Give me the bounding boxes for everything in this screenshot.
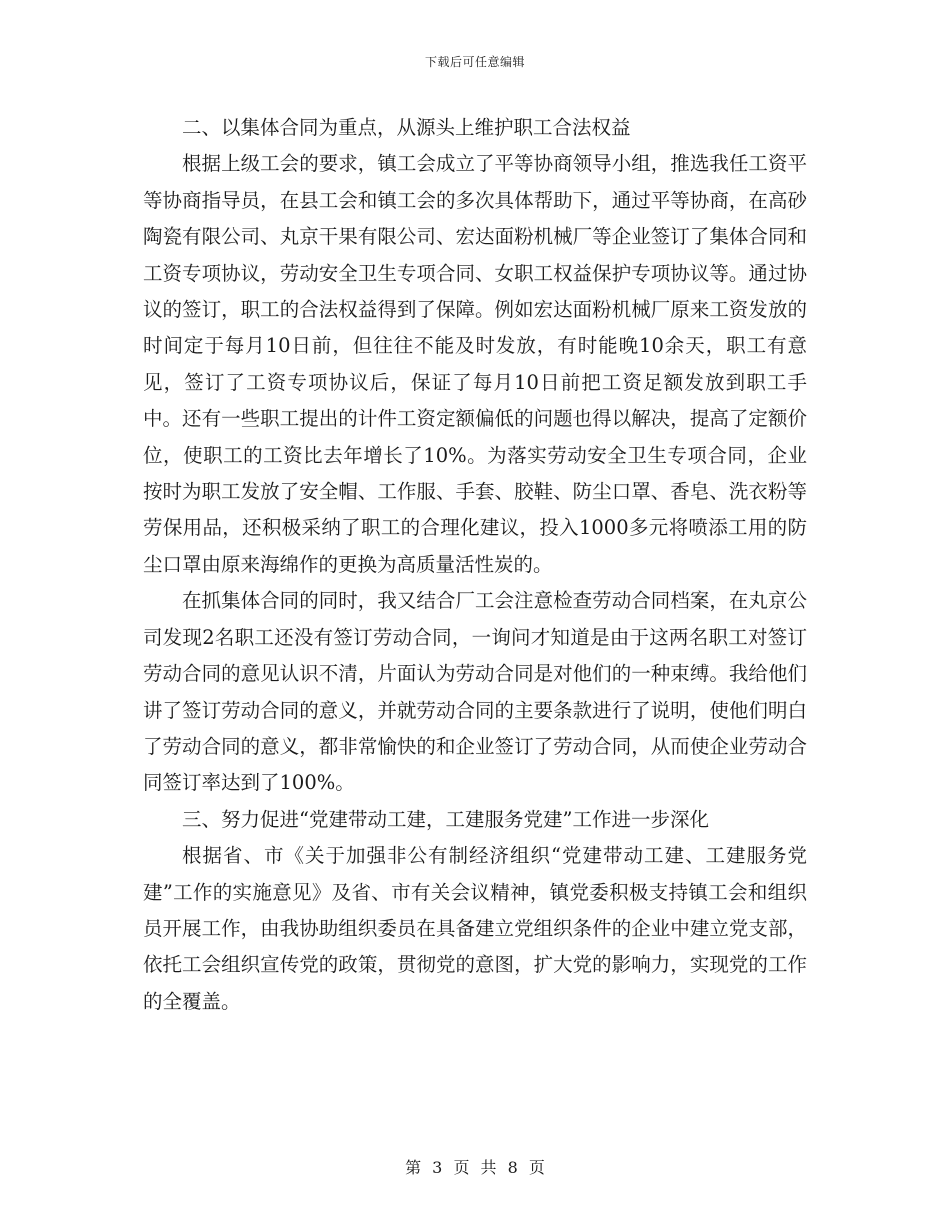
- section-heading-3: 三、努力促进“党建带动工建，工建服务党建”工作进一步深化: [182, 807, 709, 831]
- page-footer: 第 3 页 共 8 页: [405, 1158, 545, 1177]
- document-body: [143, 110, 807, 1020]
- section-heading-2: 二、以集体合同为重点，从源头上维护职工合法权益: [182, 116, 631, 139]
- body-paragraph: 在抓集体合同的同时，我又结合厂工会注意检查劳动合同档案，在丸京公司发现2名职工还没有签订劳动合同，一询问才知道是由于这两名职工对签订劳动合同的意见认识不清，片面认为劳动合同是对他们的一种束缚。我给他们讲了签订劳动合同的意义，并就劳动合同的主要条款进行了说明，使他们明白了劳动合同的意义，都非常愉快的和企业签订了劳动合同，从而使企业劳动合同签订率达到了100%。: [143, 589, 807, 795]
- body-paragraph: 根据省、市《关于加强非公有制经济组织“党建带动工建、工建服务党建”工作的实施意见》及省、市有关会议精神，镇党委积极支持镇工会和组织员开展工作，由我协助组织委员在具备建立党组织条件的企业中建立党支部，依托工会组织宣传党的政策，贯彻党的意图，扩大党的影响力，实现党的工作的全覆盖。: [143, 844, 807, 1013]
- page-header: 下载后可任意编辑: [424, 55, 525, 69]
- body-paragraph: 根据上级工会的要求，镇工会成立了平等协商领导小组，推选我任工资平等协商指导员，在县工会和镇工会的多次具体帮助下，通过平等协商，在高砂陶瓷有限公司、丸京干果有限公司、宏达面粉机械厂等企业签订了集体合同和工资专项协议，劳动安全卫生专项合同、女职工权益保护专项协议等。通过协议的签订，职工的合法权益得到了保障。例如宏达面粉机械厂原来工资发放的时间定于每月10日前，但往往不能及时发放，有时能晚10余天，职工有意见，签订了工资专项协议后，保证了每月10日前把工资足额发放到职工手中。还有一些职工提出的计件工资定额偏低的问题也得以解决，提高了定额价位，使职工的工资比去年增长了10%。为落实劳动安全卫生专项合同，企业按时为职工发放了安全帽、工作服、手套、胶鞋、防尘口罩、香皂、洗衣粉等劳保用品，还积极采纳了职工的合理化建议，投入1000多元将喷添工用的防尘口罩由原来海绵作的更换为高质量活性炭的。: [143, 152, 807, 576]
